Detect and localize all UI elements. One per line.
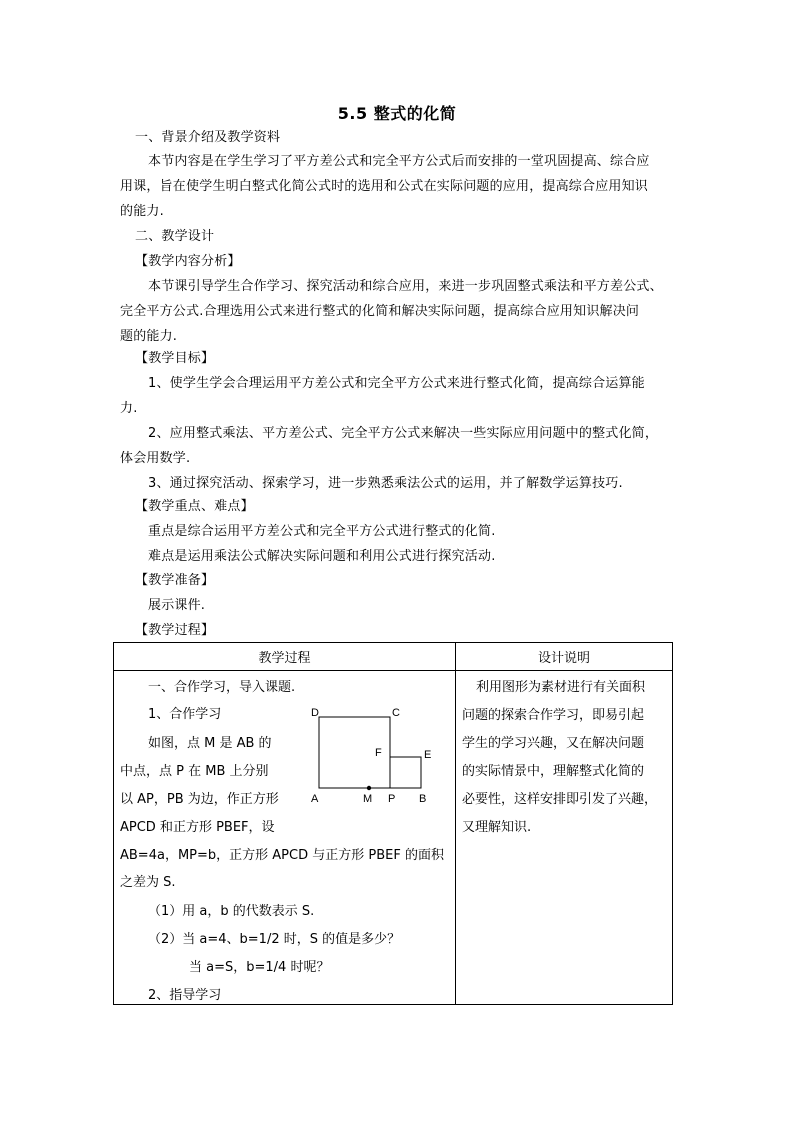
process-line: APCD 和正方形 PBEF，设 (120, 820, 275, 835)
process-line: 之差为 S. (120, 875, 176, 890)
process-line: 2、指导学习 (148, 988, 222, 1003)
page-title: 5.5 整式的化简 (337, 104, 457, 123)
label-a: A (311, 793, 319, 805)
label-d: D (311, 707, 319, 719)
keypoint-line-1: 重点是综合运用平方差公式和完全平方公式进行整式的化简. (148, 524, 496, 539)
label-m: M (363, 793, 373, 805)
content-line-2: 完全平方公式.合理选用公式来进行整式的化简和解决实际问题，提高综合应用知识解决问 (120, 304, 640, 319)
section-heading-design: 二、教学设计 (135, 229, 215, 244)
content-analysis-heading: 【教学内容分析】 (135, 254, 241, 269)
notes-line: 必要性，这样安排即引发了兴趣， (462, 792, 658, 807)
content-line-1: 本节课引导学生合作学习、探究活动和综合应用，来进一步巩固整式乘法和平方差公式、 (148, 279, 663, 294)
notes-line: 问题的探索合作学习，即易引起 (462, 708, 645, 723)
notes-line: 又理解知识. (462, 820, 532, 835)
goal-line-5: 3、通过探究活动、探索学习，进一步熟悉乘法公式的运用，并了解数学运算技巧. (148, 476, 623, 491)
label-e: E (424, 749, 432, 761)
intro-line-3: 的能力. (120, 204, 164, 219)
goal-line-4: 体会用数学. (120, 451, 191, 466)
process-line: （1）用 a，b 的代数表示 S. (148, 904, 315, 919)
content-line-3: 题的能力. (120, 329, 178, 344)
process-line: 以 AP，PB 为边，作正方形 (120, 792, 279, 807)
label-p: P (388, 793, 396, 805)
keypoint-line-2: 难点是运用乘法公式解决实际问题和利用公式进行探究活动. (148, 549, 496, 564)
square-pbef (390, 757, 421, 788)
squares-figure (302, 703, 442, 808)
process-line: AB=4a，MP=b，正方形 APCD 与正方形 PBEF 的面积 (120, 848, 444, 863)
process-line: 一、合作学习，导入课题. (148, 680, 296, 695)
process-line: 1、合作学习 (148, 707, 222, 722)
goal-line-1: 1、使学生学会合理运用平方差公式和完全平方公式来进行整式化简，提高综合运算能 (148, 376, 645, 391)
process-line: 如图，点 M 是 AB 的 (148, 736, 272, 751)
midpoint-m-dot (367, 786, 371, 790)
intro-line-1: 本节内容是在学生学习了平方差公式和完全平方公式后而安排的一堂巩固提高、综合应 (148, 154, 650, 169)
label-c: C (392, 707, 400, 719)
goals-heading: 【教学目标】 (135, 351, 215, 366)
process-line: （2）当 a=4、b=1/2 时，S 的值是多少？ (148, 932, 401, 947)
prep-heading: 【教学准备】 (135, 573, 215, 588)
intro-line-2: 用课，旨在使学生明白整式化简公式时的选用和公式在实际问题的应用，提高综合应用知识 (120, 179, 649, 194)
notes-line: 的实际情景中，理解整式化简的 (462, 764, 645, 779)
keypoints-heading: 【教学重点、难点】 (135, 499, 254, 514)
process-line: 当 a=S，b=1/4 时呢？ (189, 960, 330, 975)
prep-text: 展示课件. (148, 598, 206, 613)
goal-line-3: 2、应用整式乘法、平方差公式、完全平方公式来解决一些实际应用问题中的整式化简， (148, 426, 659, 441)
label-b: B (419, 793, 427, 805)
goal-line-2: 力. (120, 401, 138, 416)
table-header-process: 教学过程 (114, 643, 456, 671)
process-line: 中点，点 P 在 MB 上分别 (120, 764, 269, 779)
process-heading: 【教学过程】 (135, 623, 215, 638)
section-heading-background: 一、背景介绍及教学资料 (135, 130, 281, 145)
table-header-notes: 设计说明 (456, 643, 673, 671)
notes-line: 学生的学习兴趣，又在解决问题 (462, 736, 645, 751)
label-f: F (375, 747, 382, 759)
notes-line: 利用图形为素材进行有关面积 (476, 680, 646, 695)
